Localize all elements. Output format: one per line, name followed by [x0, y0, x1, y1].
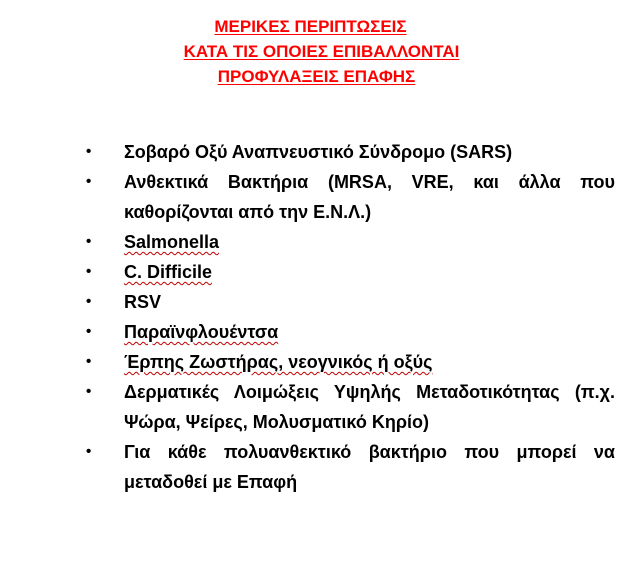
list-item [83, 137, 615, 167]
list-item-text: C. Difficile [124, 262, 213, 282]
heading-line-2: ΚΑΤΑ ΤΙΣ ΟΠΟΙΕΣ ΕΠΙΒΑΛΛΟΝΤΑΙ [183, 42, 460, 61]
list-item-text: Έρπης Ζωστήρας, νεογνικός ή οξύς [124, 352, 433, 372]
list-item-text: RSV [124, 292, 162, 312]
list-item-text: Δερματικές Λοιμώξεις Υψηλής Μεταδοτικότητας (π.χ. Ψώρα, Ψείρες, Μολυσματικό Κηρίο) [124, 382, 615, 432]
bullet-icon: • [86, 233, 92, 250]
list-item [83, 437, 615, 497]
bullet-icon: • [86, 443, 92, 460]
list-item [83, 257, 615, 287]
list-item [83, 287, 615, 317]
list-item-text: Ανθεκτικά Βακτήρια (MRSA, VRE, και άλλα που καθορίζονται από την Ε.Ν.Λ.) [124, 172, 615, 222]
heading-line-1: ΜΕΡΙΚΕΣ ΠΕΡΙΠΤΩΣΕΙΣ [214, 17, 407, 36]
bullet-icon: • [86, 323, 92, 340]
bullet-icon: • [86, 173, 92, 190]
bullet-icon: • [86, 293, 92, 310]
bullet-icon: • [86, 143, 92, 160]
list-item-text: Salmonella [124, 232, 220, 252]
list-item-text: Σοβαρό Οξύ Αναπνευστικό Σύνδρομο (SARS) [124, 142, 513, 162]
bullet-icon: • [86, 353, 92, 370]
list-item [83, 317, 615, 347]
bullet-icon: • [86, 263, 92, 280]
bullet-icon: • [86, 383, 92, 400]
list-item [83, 167, 615, 227]
cases-list [83, 137, 615, 497]
list-item-text: Για κάθε πολυανθεκτικό βακτήριο που μπορεί να μεταδοθεί με Επαφή [124, 442, 615, 492]
heading-line-3: ΠΡΟΦΥΛΑΞΕΙΣ ΕΠΑΦΗΣ [217, 67, 416, 86]
list-item [83, 377, 615, 437]
list-item [83, 347, 615, 377]
list-item [83, 227, 615, 257]
list-item-text: Παραϊνφλουέντσα [124, 322, 279, 342]
document-heading [0, 14, 643, 89]
